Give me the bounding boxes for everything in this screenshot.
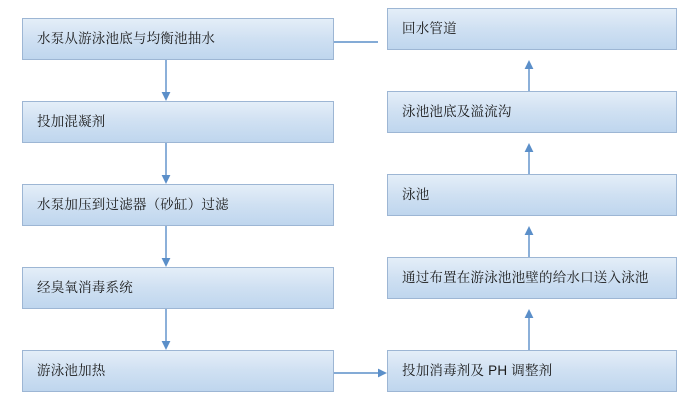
node-pool[interactable] xyxy=(387,174,677,216)
node-label: 通过布置在游泳池池壁的给水口送入泳池 xyxy=(402,269,649,285)
node-label: 投加混凝剂 xyxy=(37,113,106,129)
node-label: 泳池 xyxy=(402,186,430,202)
connector-n1-to-n2 xyxy=(160,60,172,102)
connector-n2-to-n3 xyxy=(160,143,172,185)
node-label: 游泳池加热 xyxy=(37,362,106,378)
node-pool-heating[interactable] xyxy=(22,350,334,392)
node-add-coagulant[interactable] xyxy=(22,101,334,143)
connector-n5-to-n6 xyxy=(328,367,388,379)
node-label: 回水管道 xyxy=(402,20,457,36)
node-label: 水泵从游泳池底与均衡池抽水 xyxy=(37,30,216,46)
connector-n4-to-n5 xyxy=(160,309,172,351)
node-label: 经臭氧消毒系统 xyxy=(37,279,133,295)
node-ozone-disinfection[interactable] xyxy=(22,267,334,309)
node-pressurized-filter[interactable] xyxy=(22,184,334,226)
node-pump-from-pool-bottom[interactable] xyxy=(22,18,334,60)
node-label: 水泵加压到过滤器（砂缸）过滤 xyxy=(37,196,229,212)
node-label: 投加消毒剂及 PH 调整剂 xyxy=(402,362,553,378)
node-return-pipe[interactable] xyxy=(387,8,677,50)
node-label: 泳池池底及溢流沟 xyxy=(402,103,512,119)
connector-n6-to-n7 xyxy=(523,308,535,350)
node-pool-bottom-overflow[interactable] xyxy=(387,91,677,133)
node-add-disinfectant-ph[interactable] xyxy=(387,350,677,392)
node-inlet-to-pool[interactable] xyxy=(387,257,677,299)
connector-n3-to-n4 xyxy=(160,226,172,268)
